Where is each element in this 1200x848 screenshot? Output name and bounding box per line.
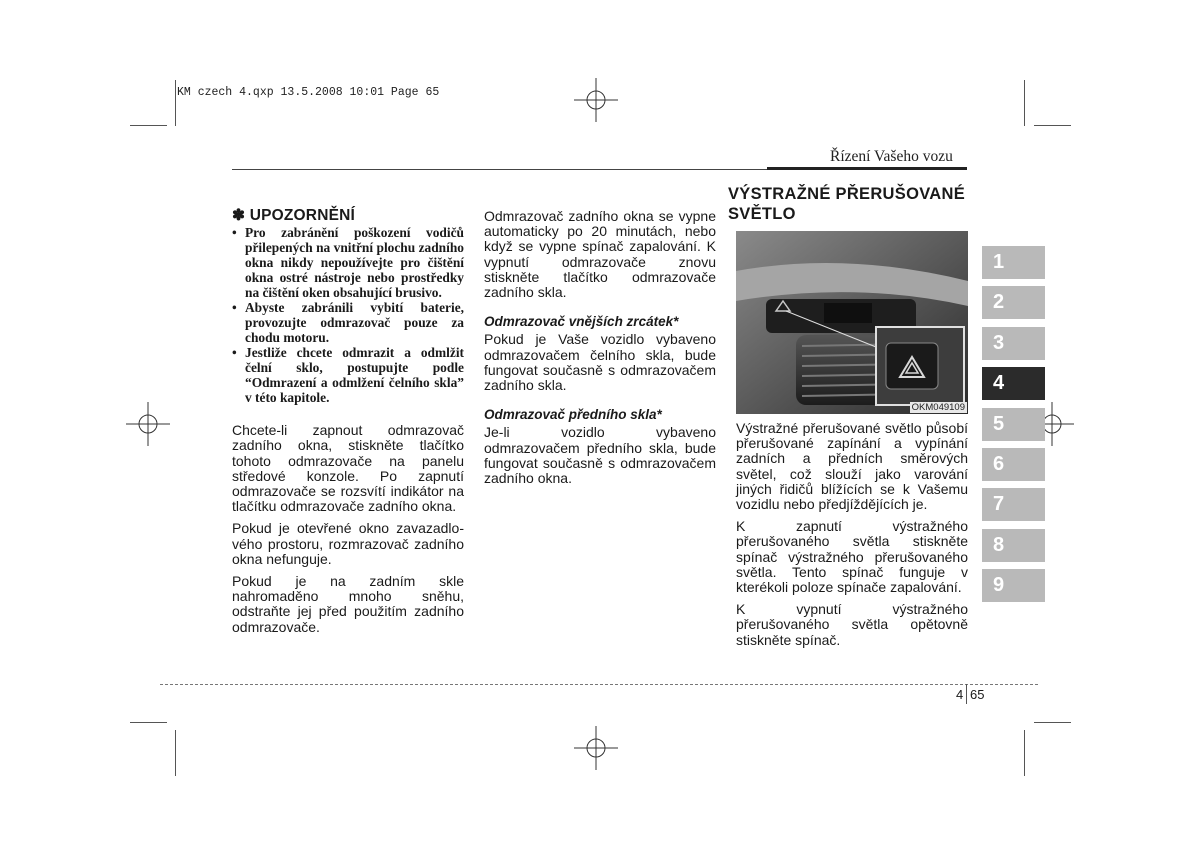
paragraph: K zapnutí výstražného přerušovaného světla stiskněte spínač výstražného přerušovaného světla. Tento spínač funguje v kterékoli poloze spínače zapalování. [736,518,968,596]
crop-mark [130,722,167,723]
chapter-tab-9[interactable]: 9 [982,569,1045,602]
crop-mark [1024,80,1025,126]
registration-mark-icon [574,78,618,122]
warning-item: • Abyste zabránili vybití baterie, provozujte odmrazovač pouze za chodu motoru. [232,300,464,345]
chapter-tab-8[interactable]: 8 [982,529,1045,562]
section-title-line: VÝSTRAŽNÉ PŘERUŠOVANÉ [728,185,966,203]
paragraph: K vypnutí výstražného přerušovaného světla opětovně stiskněte spínač. [736,601,968,648]
crop-mark [1034,722,1071,723]
crop-mark [1024,730,1025,776]
paragraph: Výstražné přerušované světlo působí přerušované zapínání a vypínání zadních a předních směrových světel, což slouží jako varování jiných řidičů blížících se k Vašemu vozidlu nebo předjíždějících je. [736,420,968,513]
header-rule-thick [767,167,967,170]
paragraph: Pokud je otevřené okno zavazadlo-vého prostoru, rozmrazovač zadního okna nefunguje. [232,520,464,567]
dashboard-illustration [736,231,968,414]
chapter-tab-3[interactable]: 3 [982,327,1045,360]
hazard-switch-photo [736,231,968,414]
section-title-line: SVĚTLO [728,205,796,223]
crop-mark [175,80,176,126]
chapter-tab-6[interactable]: 6 [982,448,1045,481]
subheading: Odmrazovač vnějších zrcátek* [484,314,679,330]
section-title [728,184,965,224]
column-1 [232,208,464,642]
paragraph: Chcete-li zapnout odmrazovač zadního okna, stiskněte tlačítko tohoto odmrazovače na panelu středové konzole. Po zapnutí odmrazovače se rozsvítí indikátor na tlačítku odmrazovače zadního okna. [232,422,464,515]
warning-item: • Pro zabránění poškození vodičů přilepených na vnitřní plochu zadního okna nikdy nepoužívejte pro čištění okna ostré nástroje nebo prostředky na čištění oken obsahující brusivo. [232,225,464,300]
chapter-tab-1[interactable]: 1 [982,246,1045,279]
column-2 [484,209,716,493]
registration-mark-icon [126,402,170,446]
crop-mark [1034,125,1071,126]
chapter-tab-4[interactable]: 4 [982,367,1045,400]
paragraph: Pokud je Vaše vozidlo vybaveno odmrazovačem čelního skla, bude fungovat současně s odmrazovačem zadního skla. [484,331,716,394]
registration-mark-icon [574,726,618,770]
chapter-tab-7[interactable]: 7 [982,488,1045,521]
warning-list [232,225,464,405]
footer-divider [966,684,967,704]
warning-item: • Jestliže chcete odmrazit a odmlžit čelní sklo, postupujte podle “Odmrazení a odmlžení čelního skla” v této kapitole. [232,345,464,405]
print-slug: KM czech 4.qxp 13.5.2008 10:01 Page 65 [177,86,440,99]
chapter-tab-2[interactable]: 2 [982,286,1045,319]
footer-page-number: 65 [970,687,985,702]
footer-chapter: 4 [956,687,964,702]
page-header-title: Řízení Vašeho vozu [830,148,953,165]
image-code: OKM049109 [911,402,965,413]
column-3 [736,421,968,655]
crop-mark [175,730,176,776]
subheading: Odmrazovač předního skla* [484,407,662,423]
chapter-tab-5[interactable]: 5 [982,408,1045,441]
paragraph: Odmrazovač zadního okna se vypne automaticky po 20 minutách, nebo když se vypne spínač zapalování. K vypnutí odmrazovače znovu stiskněte tlačítko odmrazovače zadního skla. [484,208,716,301]
paragraph: Pokud je na zadním skle nahromaděno mnoho sněhu, odstraňte jej před použitím zadního odmrazovače. [232,573,464,635]
paragraph: Je-li vozidlo vybaveno odmrazovačem předního skla, bude fungovat současně s odmrazovačem zadního okna. [484,424,716,487]
footer-rule [160,684,1038,685]
warning-title: ✽ UPOZORNĚNÍ [232,207,356,224]
crop-mark [130,125,167,126]
